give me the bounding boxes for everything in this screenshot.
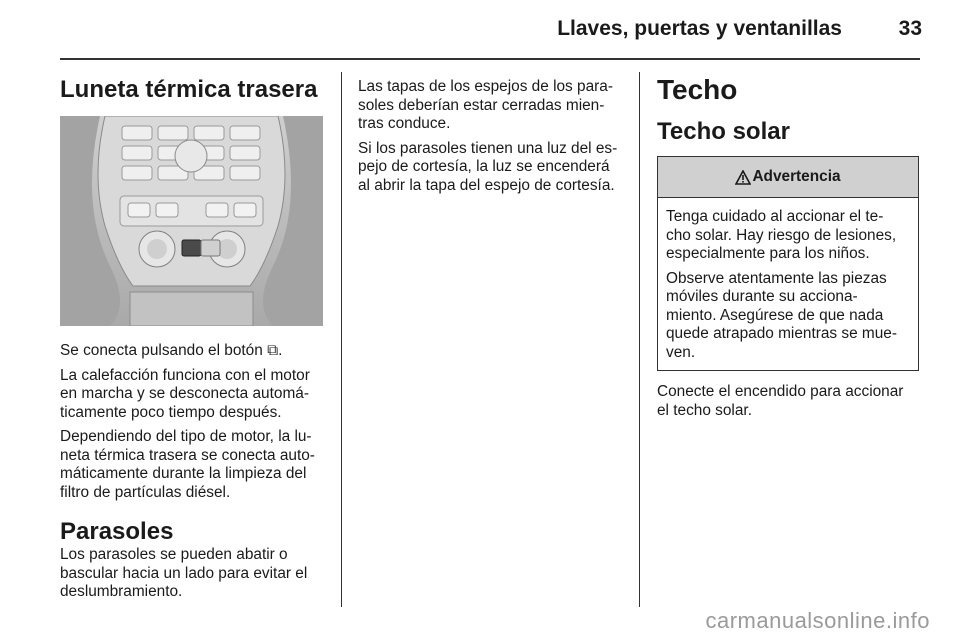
section-heading-techo: Techo [657, 74, 738, 105]
warning-title: Advertencia [752, 167, 841, 185]
warning-header [658, 157, 918, 198]
column-2 [358, 78, 630, 201]
paragraph-mirror-covers: Las tapas de los espejos de los para- soles deberían estar cerradas mien- tras conduce. [358, 78, 613, 132]
warning-paragraph-2: Observe atentamente las piezas móviles durante su acciona- miento. Asegúrese de que nada quede atrapado mientras se mue- ven. [666, 269, 897, 361]
paragraph-heating: La calefacción funciona con el motor en marcha y se desconecta automá- ticamente poco tiempo después. [60, 366, 310, 421]
paragraph-engine: Dependiendo del tipo de motor, la lu- neta térmica trasera se conecta auto- máticamente durante la limpieza del filtro de partículas diésel. [60, 428, 315, 501]
column-3 [657, 74, 919, 426]
warning-body [658, 198, 918, 370]
paragraph-button: Se conecta pulsando el botón ⧉. [60, 342, 283, 359]
paragraph-ignition: Conecte el encendido para accionar el techo solar. [657, 383, 904, 419]
warning-box [657, 156, 919, 371]
page-number: 33 [898, 17, 922, 40]
paragraph-parasoles: Los parasoles se pueden abatir o bascular hacia un lado para evitar el deslumbramiento. [60, 546, 308, 600]
column-1 [60, 76, 330, 608]
subheading-techo-solar: Techo solar [657, 118, 790, 145]
console-illustration [60, 116, 323, 326]
column-divider-2 [639, 72, 640, 607]
section-heading-luneta: Luneta térmica trasera [60, 76, 318, 103]
column-divider-1 [341, 72, 342, 607]
header-title: Llaves, puertas y ventanillas [557, 17, 842, 40]
section-heading-parasoles: Parasoles [60, 518, 174, 545]
center-console-photo [60, 116, 323, 326]
header-rule [60, 58, 920, 60]
warning-paragraph-1: Tenga cuidado al accionar el te- cho solar. Hay riesgo de lesiones, especialmente para los niños. [666, 208, 897, 262]
paragraph-mirror-light: Si los parasoles tienen una luz del es- pejo de cortesía, la luz se encenderá al abrir la tapa del espejo de cortesía. [358, 139, 618, 194]
watermark: carmanualsonline.info [705, 608, 930, 633]
warning-triangle-icon [735, 170, 751, 185]
